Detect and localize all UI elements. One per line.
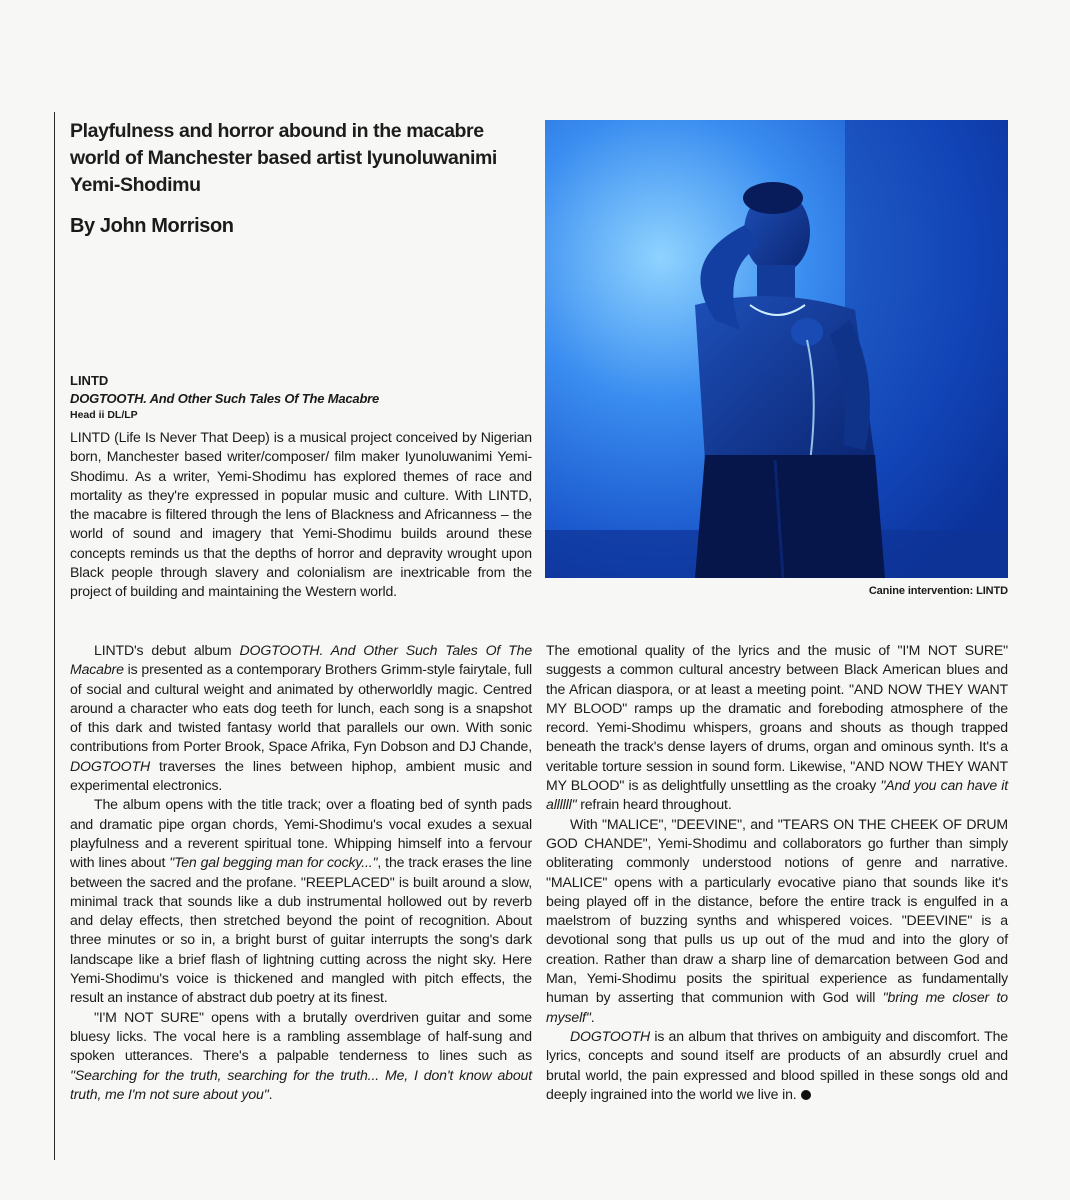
end-mark-icon [801,1090,811,1100]
body-column-2 [546,641,1008,1104]
p7-text-b: is an album that thrives on ambiguity and discomfort. The lyrics, concepts and sound itself are products of an absurdly cruel and brutal world, the pain expressed and blood spilled in these songs old and deeply ingrained into the world we live in. [546,1027,1008,1102]
paragraph-1: LINTD (Life Is Never That Deep) is a musical project conceived by Nigerian born, Manchester based writer/composer/ film maker Iyunoluwanimi Yemi-Shodimu. As a writer, Yemi-Shodimu has explored themes of race and mortality as they're expressed in popular music and culture. With LINTD, the macabre is filtered through the lens of Blackness and Africanness – the world of sound and imagery that Yemi-Shodimu builds around these concepts reminds us that the depths of horror and depravity wrought upon Black people through slavery and colonialism are inextricable from the project of building and maintaining the Western world. [70,429,532,600]
paragraph-4 [70,1008,532,1104]
article-headline: Playfulness and horror abound in the macabre world of Manchester based artist Iyunoluwanimi Yemi-Shodimu [70,120,497,196]
p2-album-title: DOGTOOTH. And Other Such Tales Of The Macabre [70,642,533,678]
p4-lyric-quote: "Searching for the truth, searching for the truth... Me, I don't know about truth, me I'm not sure about you" [70,1066,532,1102]
p4-text-a: "I'M NOT SURE" opens with a brutally overdriven guitar and some bluesy licks. The vocal here is a rambling assemblage of half-sung and spoken utterances. There's a palpable tenderness to lines such as [70,1008,532,1064]
artist-photo [545,120,1008,578]
body-column-1-bottom [70,641,532,1104]
paragraph-3 [70,795,532,1007]
p3-text-c: , the track erases the line between the sacred and the profane. "REEPLACED" is built around a slow, minimal track that sounds like a dub instrumental hollowed out by reverb and delay effects, then stretched beyond the point of recognition. About three minutes or so in, a bright burst of guitar interrupts the song's dark landscape like a brief flash of lightning cutting across the night sky. Here Yemi-Shodimu's voice is thickened and mangled with pitch effects, the result an instance of abstract dub poetry at its finest. [70,854,532,1006]
p5-text-a: The emotional quality of the lyrics and the music of "I'M NOT SURE" suggests a common cultural ancestry between Black American blues and the African diaspora, or at least a meeting point. "AND NOW THEY WANT MY BLOOD" ramps up the dramatic and foreboding atmosphere of the record. Yemi-Shodimu whispers, groans and shouts as though trapped beneath the track's dense layers of drums, organ and ominous synth. It's a veritable torture session in sound form. Likewise, "AND NOW THEY WANT MY BLOOD" is as delightfully unsettling as the croaky [546,642,1008,794]
p2-album-short: DOGTOOTH [70,757,150,774]
p6-lyric-quote: "bring me closer to myself" [546,989,1008,1025]
paragraph-6 [546,815,1008,1027]
performer-illustration [545,120,1008,578]
paragraph-5 [546,641,1008,815]
review-album-title: DOGTOOTH. And Other Such Tales Of The Macabre [70,391,380,406]
column-rule [54,112,55,1160]
p4-text-c: . [268,1085,273,1102]
p3-text-a: The album opens with the title track; over a floating bed of synth pads and dramatic pipe organ chords, Yemi-Shodimu's vocal exudes a sexual playfulness and a reverent spiritual tone. Whipping himself into a fervour with lines about [70,796,532,871]
article-byline: By John Morrison [70,215,234,237]
review-artist: LINTD [70,373,109,388]
review-label-format: Head ii DL/LP [70,409,138,421]
body-column-1-top [70,428,532,602]
p6-text-a: With "MALICE", "DEEVINE", and "TEARS ON THE CHEEK OF DRUM GOD CHANDE", Yemi-Shodimu and collaborators go further than simply obliterating commonly understood notions of genre and narrative. "MALICE" opens with a particularly evocative piano that sounds like it's being played off in the distance, before the entire track is engulfed in a maelstrom of buzzing synths and whispered voices. "DEEVINE" is a devotional song that pulls us up out of the mud and into the glory of creation. Rather than draw a sharp line of demarcation between God and Man, Yemi-Shodimu posits the spiritual experience as fundamentally human by asserting that communion with God will [546,815,1008,1006]
p2-text-a: LINTD's debut album [94,642,240,658]
p6-text-c: . [590,1008,595,1025]
paragraph-2 [70,641,532,795]
p2-text-c: is presented as a contemporary Brothers Grimm-style fairytale, full of social and cultural weight and animated by otherworldly magic. Centred around a character who eats dog teeth for lunch, each song is a snapshot of this dark and twisted fantasy world that parallels our own. With sonic contributions from Porter Brook, Space Afrika, Fyn Dobson and DJ Chande, [70,661,532,755]
review-info [70,372,540,423]
p5-lyric-quote: "And you can have it allllll" [546,777,1008,813]
p5-text-c: refrain heard throughout. [576,796,732,813]
paragraph-7 [546,1027,1008,1104]
p7-album-short: DOGTOOTH [570,1027,650,1044]
p3-lyric-quote: "Ten gal begging man for cocky..." [169,854,378,871]
p2-text-e: traverses the lines between hiphop, ambient music and experimental electronics. [70,757,532,794]
photo-caption: Canine intervention: LINTD [868,585,1008,597]
